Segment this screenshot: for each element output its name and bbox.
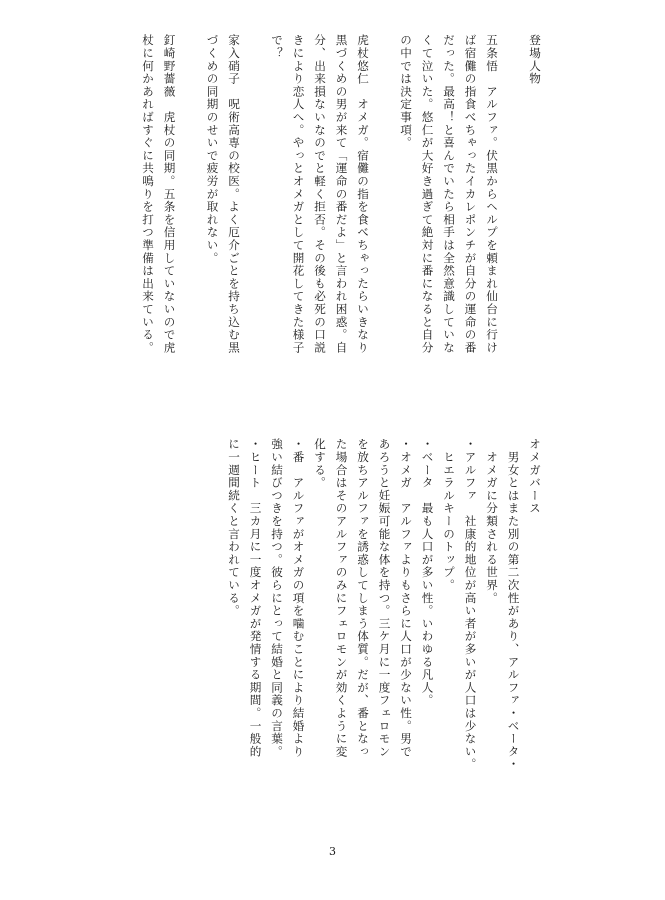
itadori-line-2: 黒づくめの男が来て「運命の番だよ」と言われ困惑。自 — [334, 34, 349, 354]
bond-line-1: ・番 アルファがオメガの項を噛むことにより結婚より — [291, 438, 306, 758]
omega-line-4: た場合はそのアルファのみにフェロモンが効くように変 — [334, 438, 349, 758]
itadori-line-3: 分、出来損ないなのでと軽く拒否。その後も必死の口説 — [313, 34, 327, 354]
heat-line-1: ・ヒート 三カ月に一度オメガが発情する期間。一般的 — [248, 438, 263, 758]
gojo-line-2: ば宿儺の指食べちゃったイカレポンチが自分の運命の番 — [463, 34, 478, 354]
kugisaki-line-2: 杖に何かあればすぐに共鳴りを打つ準備は出来ている。 — [141, 34, 155, 354]
intro-line-2: オメガに分類される世界。 — [485, 438, 499, 605]
intro-line-1: 男女とはまた別の第二次性があり、アルファ・ベータ・ — [506, 438, 521, 771]
page-number: 3 — [329, 845, 336, 858]
gojo-line-5: の中では決定事項。 — [399, 34, 413, 150]
alpha-line-1: ・アルファ 社康的地位が高い者が多いが人口は少ない。 — [463, 438, 478, 771]
bond-line-2: 強い結びつきを持つ。彼らにとって結婚と同義の言葉。 — [270, 438, 284, 758]
omegaverse-title: オメガバース — [528, 438, 542, 515]
characters-title: 登場人物 — [528, 34, 542, 86]
omega-line-3: を放ちアルファを誘惑してしまう体質。だが、番となっ — [356, 438, 370, 758]
ieiri-line-1: 家入硝子 呪術高専の校医。よく厄介ごとを持ち込む黒 — [227, 34, 241, 354]
omega-line-5: 化する。 — [313, 438, 327, 490]
omega-line-2: あろうと妊娠可能な体を持つ。三ケ月に一度フェロモン — [377, 438, 392, 758]
omega-line-1: ・オメガ アルファよりもさらに人口が少ない性。男で — [399, 438, 413, 758]
alpha-line-2: ヒエラルキーのトップ。 — [442, 438, 456, 592]
characters-section — [137, 34, 546, 414]
gojo-line-4: くて泣いた。悠仁が大好き過ぎて絶対に番になると自分 — [420, 34, 435, 354]
heat-line-2: に一週間続くと言われている。 — [227, 438, 241, 618]
gojo-line-1: 五条悟 アルファ。伏黒からヘルプを頼まれ仙台に行け — [485, 34, 499, 354]
beta-line-1: ・ベータ 最も人口が多い性。いわゆる凡人。 — [420, 438, 435, 707]
itadori-line-4: きにより恋人へ。やっとオメガとして開花してきた様子 — [291, 34, 306, 354]
ieiri-line-2: づくめの同期のせいで疲労が取れない。 — [205, 34, 220, 265]
kugisaki-line-1: 釘崎野薔薇 虎杖の同期。五条を信用していないので虎 — [162, 34, 177, 354]
omegaverse-section — [223, 438, 546, 818]
itadori-line-5: で？ — [270, 34, 284, 60]
gojo-line-3: だった。最高！と喜んでいたら相手は全然意識していな — [442, 34, 456, 354]
itadori-line-1: 虎杖悠仁 オメガ。宿儺の指を食べちゃったらいきなり — [356, 34, 370, 354]
